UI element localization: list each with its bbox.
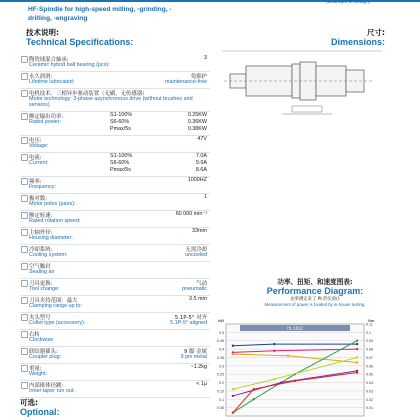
spec-label-en: Voltage: — [29, 143, 49, 149]
y-axis-label: kW — [218, 318, 224, 323]
tech-section-header — [26, 28, 133, 48]
spec-label-en: Sealing air — [29, 269, 55, 275]
spec-label-en: Housing diameter: — [29, 235, 73, 241]
series-point — [356, 340, 358, 342]
optional-section — [20, 398, 60, 418]
spec-mode-value: 9.9A — [195, 160, 207, 166]
series-point — [273, 350, 275, 352]
y-tick-label: 0.05 — [217, 406, 224, 411]
y2-tick-label: 0.03 — [366, 389, 373, 394]
y2-tick-label: 0.11 — [366, 322, 373, 327]
y2-tick-label: 0.1 — [366, 330, 371, 335]
spec-label-en: Rated power: — [29, 119, 62, 125]
y-tick-label: 0.25 — [217, 372, 224, 377]
spec-value-en: 9 pin metal — [180, 354, 207, 360]
series-point — [232, 353, 234, 355]
y2-tick-label: 0.02 — [366, 397, 373, 402]
spec-label-cn: 极对数: — [29, 196, 47, 202]
series-point — [232, 388, 234, 390]
spec-mode: Pmax/5s — [110, 167, 131, 173]
spec-mode: S1-100% — [110, 153, 133, 159]
series-point — [356, 371, 358, 373]
spec-mode-value: 8.6A — [195, 167, 207, 173]
spec-label-cn: 刀具更换: — [29, 281, 53, 287]
spec-label-en: Ceramic hybrid ball bearing (pcs): — [29, 62, 110, 68]
perf-title-cn: 功率、扭矩、和速度图表: — [277, 278, 353, 286]
dims-title-cn: 尺寸: — [367, 28, 385, 37]
series-point — [356, 348, 358, 350]
spec-label-cn: 永久润滑: — [29, 74, 53, 80]
spec-mode-value: 0.25KW — [187, 112, 207, 118]
spec-value: 1 — [204, 194, 207, 200]
spec-value: 33mm — [192, 228, 207, 234]
spec-label-en: Tool change: — [29, 286, 60, 292]
example-label: (Example of design) — [326, 0, 371, 5]
spec-value-cn: 气动 — [196, 281, 207, 287]
series-point — [273, 378, 275, 380]
spec-value-cn: 无需冷却 — [185, 247, 207, 253]
tech-title-cn: 技术说明: — [26, 28, 59, 37]
page-subtitle: HF-Spindle for high-speed milling, -grinding, -drilling, -engraving — [28, 6, 172, 22]
spec-value-cn: 5.1P-5° 对齐 — [174, 315, 207, 321]
y2-tick-label: 0.07 — [366, 355, 373, 360]
y2-tick-label: 0.04 — [366, 381, 373, 386]
perf-note-en: Measurement of power is funded by in-house testing. — [264, 302, 366, 307]
spec-label-cn: 额定输出功率: — [29, 114, 64, 120]
y-tick-label: 0.2 — [219, 381, 224, 386]
dims-title-en: Dimensions: — [330, 37, 385, 47]
spec-value: < 1μ — [196, 381, 207, 387]
spec-mode: S1-100% — [110, 112, 133, 118]
optional-en: Optional: — [20, 407, 60, 417]
specs-list — [20, 55, 210, 393]
series-point — [356, 356, 358, 358]
y-tick-label: 0.4 — [219, 347, 224, 352]
performance-chart — [208, 316, 380, 420]
series-point — [356, 343, 358, 345]
spec-label-cn: 陶瓷球混合轴承: — [29, 57, 69, 63]
spec-label-cn: 重量: — [29, 366, 42, 372]
spec-label-en: Inner taper run out: — [29, 388, 75, 394]
series-point — [287, 355, 289, 357]
optional-cn: 可选: — [20, 398, 38, 407]
header — [0, 0, 420, 30]
spindle-drawing — [222, 36, 382, 146]
spec-label-cn: 内部锥体径跳: — [29, 383, 64, 389]
spec-label-en: Rated rotation speed: — [29, 218, 81, 224]
spec-label-cn: 联结器插头: — [29, 349, 58, 355]
spec-label-en: Current: — [29, 160, 49, 166]
perf-note-cn: 由率测定来了 Pt 的实验() — [290, 297, 340, 302]
series-point — [273, 343, 275, 345]
series-point — [294, 380, 296, 382]
perf-title-en: Performance Diagram: — [266, 286, 364, 296]
spec-value-en: pneumatic — [182, 286, 207, 292]
spec-label-en: Coupler plug: — [29, 354, 62, 360]
spec-label-en: Weight: — [29, 371, 48, 377]
series-point — [232, 395, 234, 397]
spec-label-cn: 电流: — [29, 155, 42, 161]
spec-mode-value: 0.38KW — [187, 126, 207, 132]
series-point — [232, 411, 234, 413]
y2-tick-label: 0.01 — [366, 406, 373, 411]
spindle-body — [224, 62, 372, 100]
spec-value-en: maintenance-free — [165, 79, 207, 85]
spec-label-en: Lifetime lubricated: — [29, 79, 75, 85]
spec-label-en: Cooling system: — [29, 252, 68, 258]
spec-mode: Pmax/5s — [110, 126, 131, 132]
spec-value-en: 5.1P-5° aligned — [170, 320, 207, 326]
spec-value: 3.5 mm — [189, 296, 207, 302]
y-tick-label: 0.15 — [217, 389, 224, 394]
y-tick-label: 0.1 — [219, 397, 224, 402]
spec-value-cn: 9 脚 金属 — [183, 349, 207, 355]
spec-label-cn: 冷却系统: — [29, 247, 53, 253]
spec-value-cn: 免维护 — [190, 74, 207, 80]
spec-label-cn: 频率: — [29, 179, 42, 185]
spec-label-cn: 刀具夹持范围：最大 — [29, 298, 78, 304]
spec-label-en: Motor technology: 3-phase asynchronous drive (without brushes and sensors) — [29, 96, 193, 108]
y2-tick-label: 0.06 — [366, 364, 373, 369]
spec-label-en: Clamping range up to: — [29, 303, 83, 309]
spec-label-cn: 电机技术：三相异步驱动装置（无刷，无传感器） — [29, 91, 148, 97]
spec-mode: S6-60% — [110, 119, 130, 125]
spec-value-en: uncooled — [185, 252, 207, 258]
spec-label-cn: 电压: — [29, 138, 42, 144]
series-point — [252, 398, 254, 400]
y2-tick-label: 0.05 — [366, 372, 373, 377]
spec-value: 3 — [204, 55, 207, 61]
performance-header — [250, 276, 380, 307]
y2-axis-label: Nm — [368, 318, 375, 323]
chart-title: HL 1612 — [287, 325, 303, 331]
spec-label-cn: 空气触封 — [29, 264, 51, 270]
spec-value: 60 000 min⁻¹ — [175, 211, 207, 217]
spec-label-cn: 右转 — [29, 332, 40, 338]
y2-tick-label: 0.08 — [366, 347, 373, 352]
spec-mode: S6-60% — [110, 160, 130, 166]
spec-mode-value: 7.0A — [195, 153, 207, 159]
spec-value: 47V — [197, 136, 207, 142]
y2-tick-label: 0.09 — [366, 339, 373, 344]
tech-title-en: Technical Specifications: — [26, 37, 134, 47]
spec-label-en: Clockwise — [29, 337, 54, 343]
spec-label-cn: 夹头型号 — [29, 315, 51, 321]
plot-area — [226, 324, 364, 416]
spec-label-en: Frequency: — [29, 184, 56, 190]
series-point — [232, 345, 234, 347]
spec-mode-value: 0.36KW — [187, 119, 207, 125]
spec-value: ~1.2kg — [190, 364, 207, 370]
spec-value: 1000HZ — [187, 177, 207, 183]
y-tick-label: 0.3 — [219, 364, 224, 369]
y-tick-label: 0.35 — [217, 355, 224, 360]
y-tick-label: 0.45 — [217, 339, 224, 344]
spec-label-cn: 主轴外径: — [29, 230, 53, 236]
series-point — [356, 361, 358, 363]
series-point — [252, 388, 254, 390]
spec-label-en: Collet type (accessory): — [29, 320, 86, 326]
spec-label-en: Motor poles (pairs): — [29, 201, 76, 207]
spec-label-cn: 额定转速: — [29, 213, 53, 219]
y-tick-label: 0.5 — [219, 330, 224, 335]
spindle-side-detail — [282, 106, 332, 114]
